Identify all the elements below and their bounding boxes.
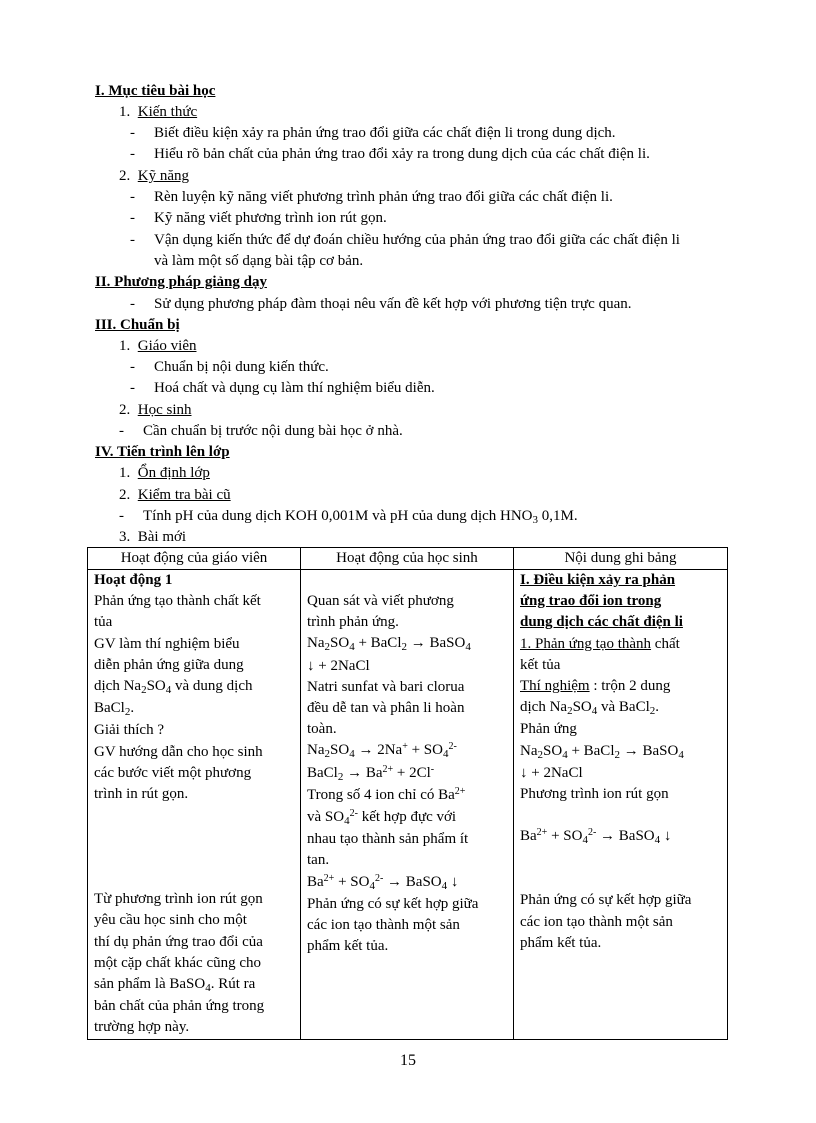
page-number: 15 [400, 1052, 416, 1069]
bullet-dash: - [119, 423, 124, 439]
list-item: Chuẩn bị nội dung kiến thức. [154, 359, 329, 375]
text-line: Phản ứng tạo thành chất kết [94, 593, 261, 610]
text-line: phẩm kết tủa. [520, 934, 602, 951]
student-cell [301, 570, 514, 1040]
subsection-3-1: 1. Giáo viên [119, 338, 197, 354]
list-item: Cần chuẩn bị trước nội dung bài học ở nhà. [143, 423, 403, 439]
text-line: Phương trình ion rút gọn [520, 786, 669, 803]
text-line: GV làm thí nghiệm biểu [94, 635, 240, 652]
text-line: Phản ứng có sự kết hợp giữa [307, 895, 479, 912]
list-item: Hiểu rõ bản chất của phản ứng trao đổi xảy ra trong dung dịch của các chất điện li. [154, 146, 650, 162]
header-board: Nội dung ghi bảng [514, 548, 728, 570]
board-subheading: 1. Phản ứng tạo thành chất [520, 635, 680, 652]
teacher-cell [88, 570, 301, 1040]
list-item: Kỹ năng viết phương trình ion rút gọn. [154, 210, 387, 226]
equation-ionic: $Ba^{2+} + SO_4^{2-}$ → BaSO$_4$ ↓ [520, 827, 672, 847]
bullet-dash: - [130, 146, 135, 162]
text-line: Quan sát và viết phương [307, 593, 454, 609]
board-cell [514, 570, 728, 1040]
text-line: GV hướng dẫn cho học sinh [94, 743, 263, 760]
text-line: nhau tạo thành sản phẩm ít [307, 831, 469, 848]
list-item: Sử dụng phương pháp đàm thoại nêu vấn đề kết hợp với phương tiện trực quan. [154, 296, 632, 312]
text-line: tủa [94, 614, 113, 631]
table-row [88, 570, 728, 1040]
text-line: diễn phản ứng giữa dung [94, 656, 244, 673]
text-line: phẩm kết tủa. [307, 938, 389, 955]
bullet-dash: - [130, 210, 135, 226]
list-item: Biết điều kiện xảy ra phản ứng trao đổi giữa các chất điện li trong dung dịch. [154, 125, 616, 141]
list-item: Hoá chất và dụng cụ làm thí nghiệm biểu diễn. [154, 380, 435, 396]
text-line: toàn. [307, 721, 337, 738]
text-line: yêu cầu học sinh cho một [94, 912, 247, 929]
bullet-dash: - [130, 125, 135, 141]
text-line: Thí nghiệm : trộn 2 dung [520, 678, 671, 695]
text-line: trường hợp này. [94, 1019, 190, 1036]
precipitate-arrow-icon: ↓ [450, 873, 459, 890]
bullet-dash: - [130, 359, 135, 375]
text-line: kết tủa [520, 656, 561, 673]
list-item: Tính pH của dung dịch KOH 0,001M và pH của dung dịch $HNO_3$ 0,1M. [143, 508, 578, 526]
bullet-dash: - [119, 508, 124, 524]
text-line: trình phản ứng. [307, 614, 399, 631]
text-line: Từ phương trình ion rút gọn [94, 891, 263, 908]
text-line: các ion tạo thành một sản [307, 917, 460, 934]
text-line: Natri sunfat và bari clorua [307, 678, 465, 695]
header-teacher: Hoạt động của giáo viên [88, 548, 301, 570]
bullet-dash: - [130, 380, 135, 396]
list-item: Rèn luyện kỹ năng viết phương trình phản ứng trao đổi giữa các chất điện li. [154, 189, 613, 205]
text-line: thí dụ phản ứng trao đổi của [94, 933, 263, 950]
subsection-1-1: 1. Kiến thức [119, 104, 198, 120]
board-heading: dung dịch các chất điện li [520, 614, 683, 631]
activity-title: Hoạt động 1 [94, 572, 173, 588]
text-line: trình in rút gọn. [94, 786, 189, 803]
text-line: một cặp chất khác cũng cho [94, 954, 262, 971]
header-student: Hoạt động của học sinh [301, 548, 514, 570]
text-line: bản chất của phản ứng trong [94, 998, 265, 1015]
equation-molecular-cont: ↓ + 2NaCl [307, 657, 370, 674]
equation-molecular: $Na_2SO_4$ + BaCl$_2$ → BaSO$_4$ [307, 635, 471, 654]
board-heading: I. Điều kiện xảy ra phản [520, 572, 676, 588]
precipitate-arrow-icon: ↓ [663, 828, 672, 845]
text-line: Trong số 4 ion chỉ có $Ba^{2+}$ [307, 785, 466, 803]
subsection-4-3: 3. Bài mới [119, 529, 187, 545]
text-line: và $SO_4^{2-}$ kết hợp đực với [307, 808, 457, 828]
text-line: sản phẩm là BaSO$_4$. Rút ra [94, 976, 256, 995]
text-line: BaCl$_2$. [94, 700, 135, 719]
section-4-heading: IV. Tiến trình lên lớp [95, 444, 230, 460]
equation-molecular: $Na_2SO_4$ + BaCl$_2$ → BaSO$_4$ [520, 742, 684, 761]
bullet-dash: - [130, 296, 135, 312]
text-line: tan. [307, 852, 330, 869]
text-line: đều dễ tan và phân li hoàn [307, 700, 465, 717]
list-item-continuation: và làm một số dạng bài tập cơ bản. [154, 253, 364, 269]
subsection-3-2: 2. Học sinh [119, 402, 192, 418]
bullet-dash: - [130, 232, 135, 248]
table-header-row [88, 548, 728, 570]
list-item: Vận dụng kiến thức để dự đoán chiều hướng của phản ứng trao đổi giữa các chất điện li [154, 232, 680, 248]
section-2-heading: II. Phương pháp giảng dạy [95, 274, 267, 290]
text-line: các bước viết một phương [94, 764, 252, 781]
text-line: các ion tạo thành một sản [520, 913, 673, 930]
bullet-dash: - [130, 189, 135, 205]
precipitate-arrow-icon: ↓ [520, 764, 528, 781]
subsection-1-2: 2. Kỹ năng [119, 168, 189, 184]
equation-dissociation-bacl2: BaCl$_2$ → $Ba^{2+} + 2Cl^-$ [307, 763, 435, 783]
text-line: Phản ứng có sự kết hợp giữa [520, 892, 692, 909]
text-line: dịch $Na_2SO_4$ và BaCl$_2$. [520, 699, 660, 718]
text-line: dịch $Na_2SO_4$ và dung dịch [94, 678, 253, 697]
section-3-heading: III. Chuẩn bị [95, 317, 180, 333]
equation-molecular-cont: ↓ + 2NaCl [520, 764, 583, 781]
text-line: Giải thích ? [94, 722, 164, 739]
lesson-table [87, 547, 728, 1040]
equation-dissociation-na2so4: $Na_2SO_4 \to 2Na^+ + SO_4^{2-}$ [307, 741, 457, 761]
section-1-heading: I. Mục tiêu bài học [95, 83, 216, 99]
text-line: Phản ứng [520, 721, 577, 738]
precipitate-arrow-icon: ↓ [307, 657, 315, 674]
board-heading: ứng trao đổi ion trong [520, 593, 662, 610]
subsection-4-1: 1. Ổn định lớp [119, 465, 210, 481]
equation-ionic: $Ba^{2+} + SO_4^{2-}$ → BaSO$_4$ ↓ [307, 872, 459, 892]
subsection-4-2: 2. Kiểm tra bài cũ [119, 487, 231, 503]
